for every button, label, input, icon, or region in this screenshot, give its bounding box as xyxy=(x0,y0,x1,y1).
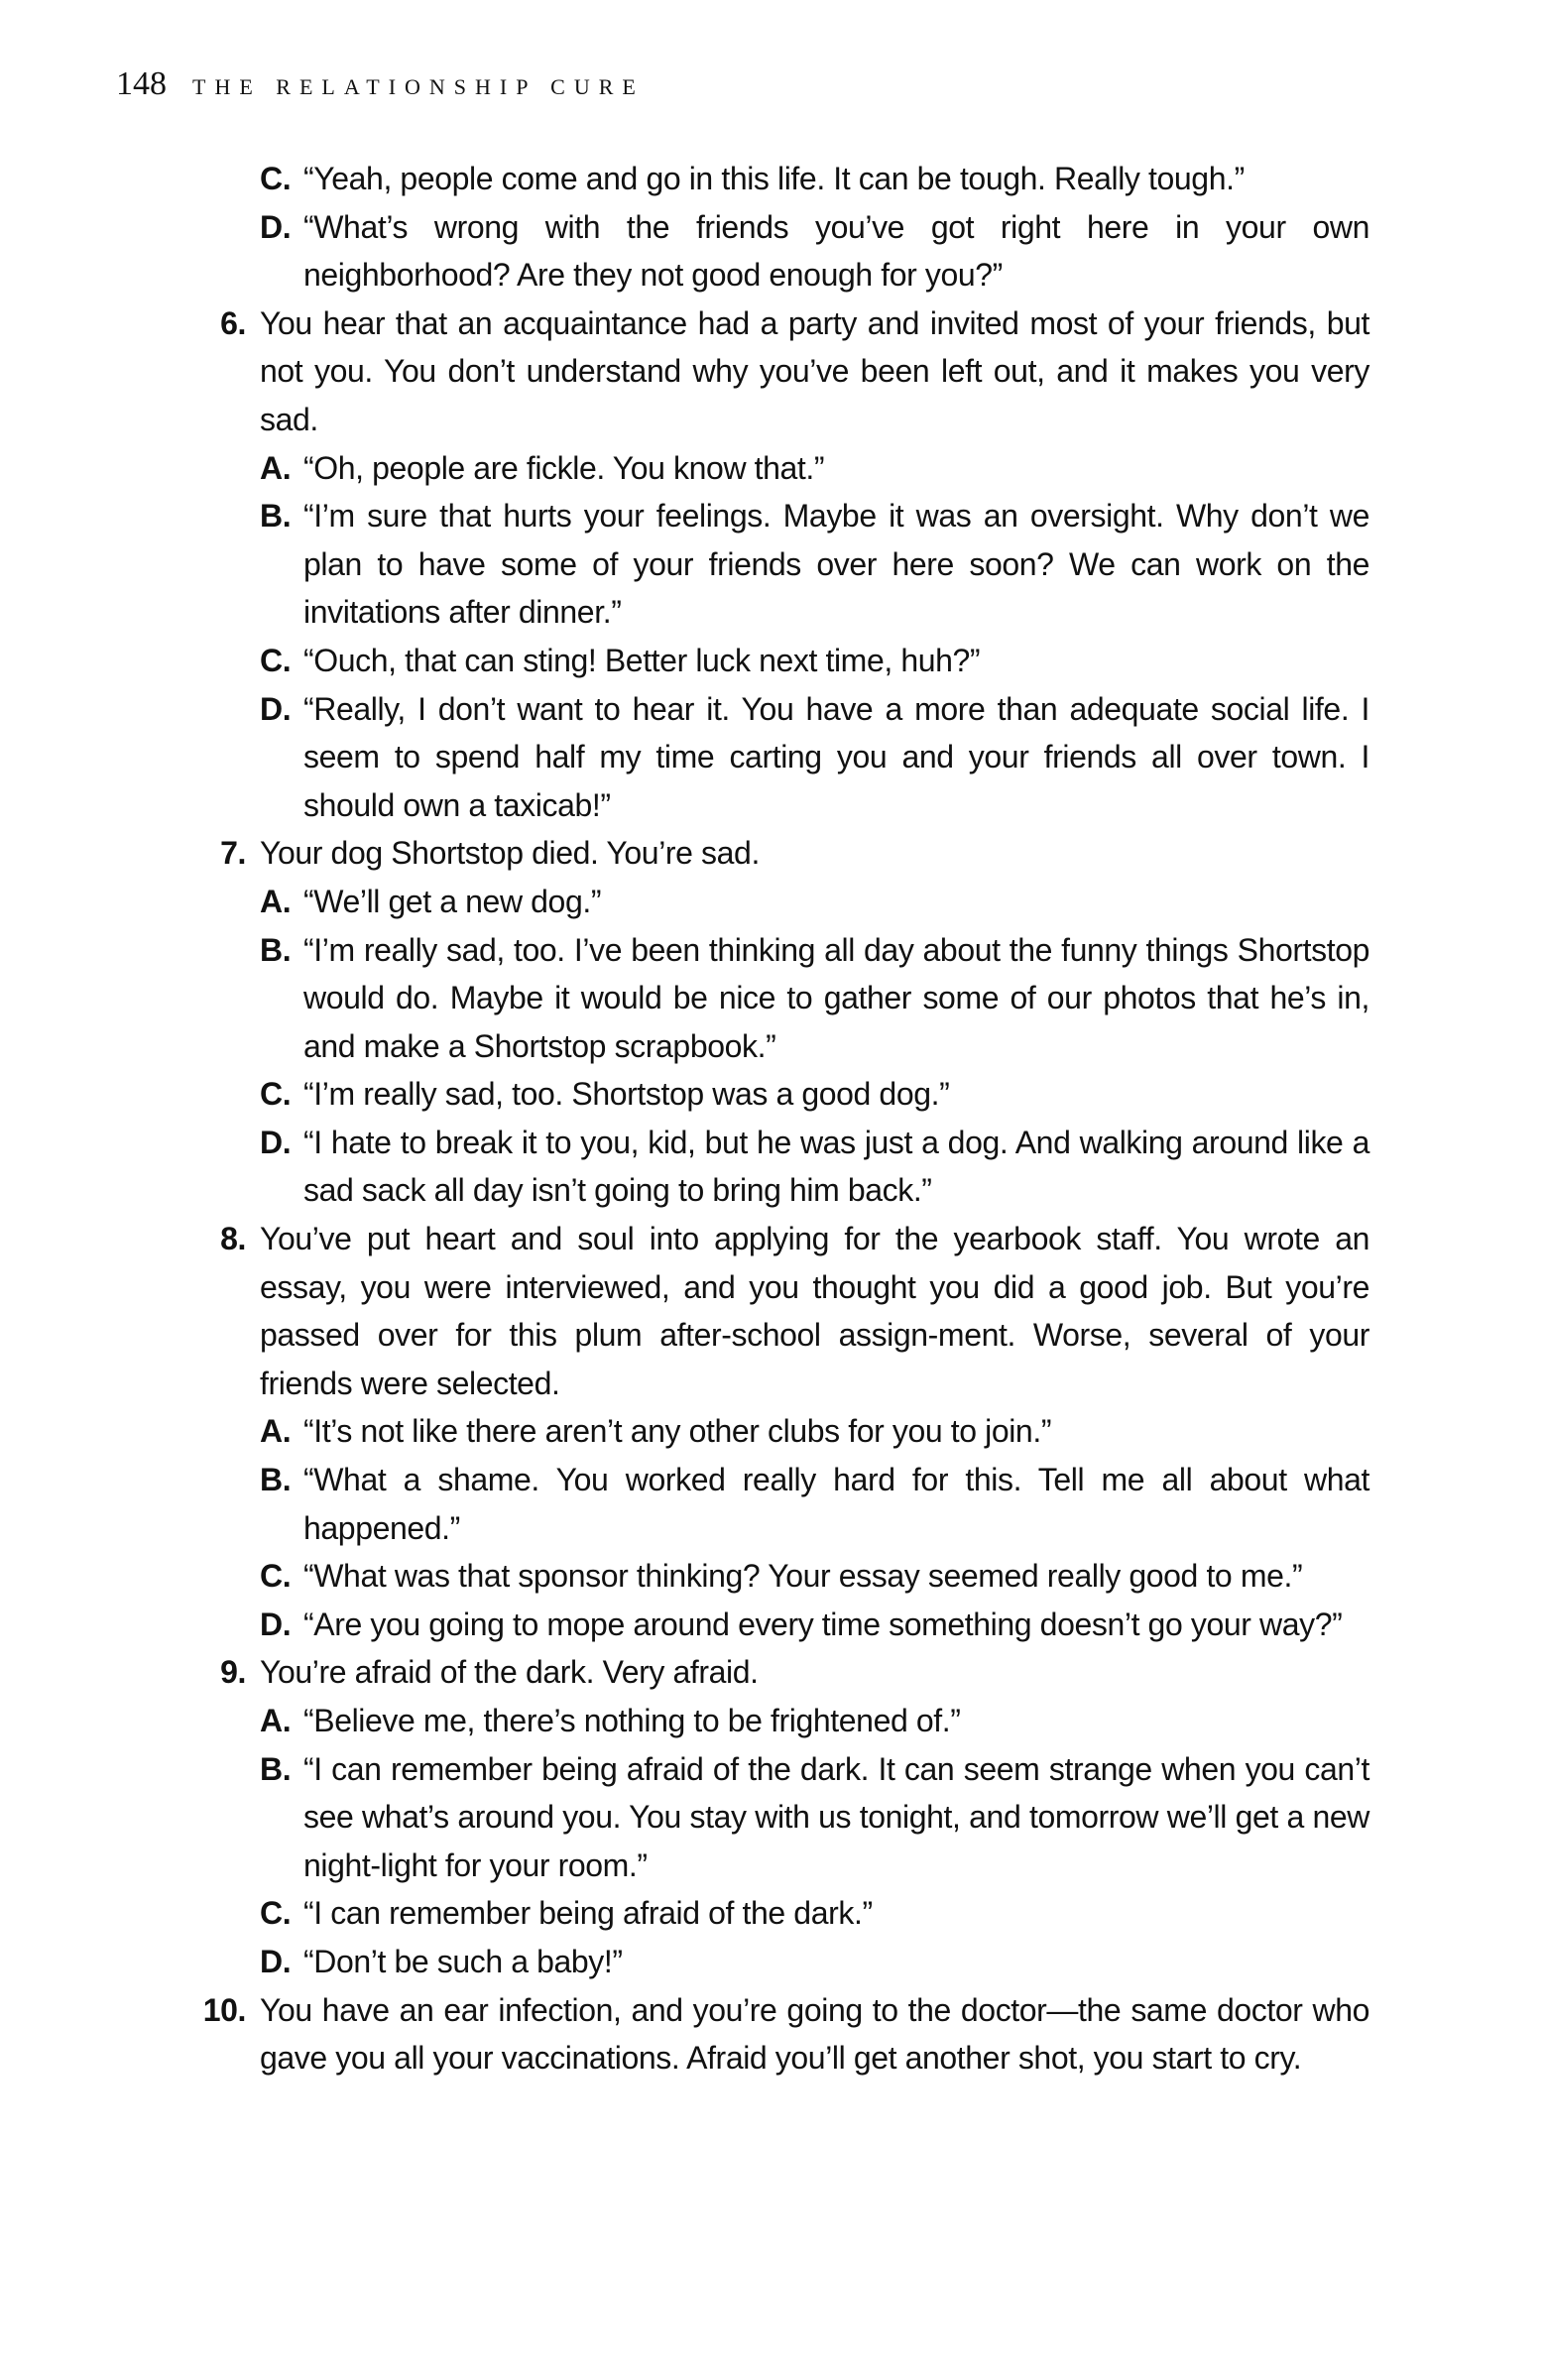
question-number: 9. xyxy=(220,1654,246,1691)
answer-option xyxy=(0,1889,1369,1938)
answer-option xyxy=(0,155,1369,203)
answer-option xyxy=(0,492,1369,637)
question-number: 10. xyxy=(202,1991,246,2028)
option-letter: C. xyxy=(260,642,292,678)
option-text: “I can remember being afraid of the dark. It can seem strange when you can’t see what’s around you. You stay with us tonight, and tomorrow we’ll get a new night-light for your room.” xyxy=(303,1750,1369,1883)
question-item xyxy=(0,1986,1369,2082)
option-letter: A. xyxy=(260,1703,292,1738)
option-text: “Are you going to mope around every time something doesn’t go your way?” xyxy=(303,1606,1343,1642)
option-text: “We’ll get a new dog.” xyxy=(303,883,602,919)
question-text: Your dog Shortstop died. You’re sad. xyxy=(260,835,760,872)
question-text: You hear that an acquaintance had a party and invited most of your friends, but not you. You don’t understand why you’ve been left out, and it makes you very sad. xyxy=(260,304,1369,437)
answer-option xyxy=(0,1697,1369,1745)
question-number: 7. xyxy=(220,835,246,872)
option-text: “I’m really sad, too. Shortstop was a good dog.” xyxy=(303,1076,950,1113)
option-text: “Yeah, people come and go in this life. It can be tough. Really tough.” xyxy=(303,161,1245,196)
answer-option xyxy=(0,685,1369,830)
question-item xyxy=(0,829,1369,878)
option-letter: B. xyxy=(260,498,292,535)
question-item xyxy=(0,299,1369,444)
option-letter: B. xyxy=(260,1750,292,1787)
option-letter: A. xyxy=(260,883,292,919)
answer-option xyxy=(0,926,1369,1071)
answer-option xyxy=(0,203,1369,299)
answer-option xyxy=(0,637,1369,685)
option-letter: C. xyxy=(260,1558,292,1595)
option-letter: A. xyxy=(260,1413,292,1450)
option-letter: C. xyxy=(260,1895,292,1932)
answer-option xyxy=(0,1407,1369,1456)
answer-option xyxy=(0,1456,1369,1552)
option-text: “I’m sure that hurts your feelings. Maybe it was an oversight. Why don’t we plan to have some of your friends over here soon? We can work on the invitations after dinner.” xyxy=(303,498,1369,631)
option-text: “What’s wrong with the friends you’ve got right here in your own neighborhood? Are they not good enough for you?” xyxy=(303,208,1369,294)
question-text: You have an ear infection, and you’re going to the doctor—the same doctor who gave you all your vaccinations. Afraid you’ll get another shot, you start to cry. xyxy=(260,1991,1369,2077)
question-item xyxy=(0,1215,1369,1407)
option-text: “It’s not like there aren’t any other clubs for you to join.” xyxy=(303,1413,1052,1450)
option-letter: D. xyxy=(260,1943,292,1979)
question-text: You’re afraid of the dark. Very afraid. xyxy=(260,1654,759,1691)
option-text: “What a shame. You worked really hard for this. Tell me all about what happened.” xyxy=(303,1462,1369,1546)
answer-option xyxy=(0,1552,1369,1601)
option-text: “Believe me, there’s nothing to be frightened of.” xyxy=(303,1703,961,1738)
option-letter: B. xyxy=(260,1462,292,1498)
option-text: “I’m really sad, too. I’ve been thinking all day about the funny things Shortstop would do. Maybe it would be nice to gather some of our photos that he’s in, and make a Shortstop scrapbook.” xyxy=(303,931,1369,1064)
option-letter: D. xyxy=(260,208,292,245)
question-list xyxy=(0,155,1546,2082)
option-letter: D. xyxy=(260,1124,292,1160)
option-letter: D. xyxy=(260,690,292,727)
running-header xyxy=(116,65,645,103)
option-letter: A. xyxy=(260,449,292,486)
question-item xyxy=(0,1648,1369,1697)
answer-option xyxy=(0,1070,1369,1119)
running-title: THE RELATIONSHIP CURE xyxy=(192,74,645,99)
answer-option xyxy=(0,1601,1369,1649)
answer-option xyxy=(0,444,1369,493)
option-letter: C. xyxy=(260,161,292,196)
question-text: You’ve put heart and soul into applying for the yearbook staff. You wrote an essay, you were interviewed, and you thought you did a good job. But you’re passed over for this plum after-school assign-ment. Worse, several of your friends were selected. xyxy=(260,1221,1369,1401)
option-letter: C. xyxy=(260,1076,292,1113)
option-text: “Oh, people are fickle. You know that.” xyxy=(303,449,825,486)
answer-option xyxy=(0,1119,1369,1215)
option-text: “Ouch, that can sting! Better luck next time, huh?” xyxy=(303,642,981,678)
answer-option xyxy=(0,1745,1369,1890)
answer-option xyxy=(0,1938,1369,1986)
option-letter: D. xyxy=(260,1606,292,1642)
option-text: “I hate to break it to you, kid, but he was just a dog. And walking around like a sad sack all day isn’t going to bring him back.” xyxy=(303,1124,1369,1209)
option-letter: B. xyxy=(260,931,292,968)
question-number: 8. xyxy=(220,1221,246,1257)
answer-option xyxy=(0,878,1369,926)
option-text: “Don’t be such a baby!” xyxy=(303,1943,623,1979)
question-number: 6. xyxy=(220,304,246,341)
option-text: “What was that sponsor thinking? Your essay seemed really good to me.” xyxy=(303,1558,1303,1595)
option-text: “I can remember being afraid of the dark.” xyxy=(303,1895,873,1932)
page-number: 148 xyxy=(116,65,167,102)
option-text: “Really, I don’t want to hear it. You have a more than adequate social life. I seem to spend half my time carting you and your friends all over town. I should own a taxicab!” xyxy=(303,690,1369,823)
